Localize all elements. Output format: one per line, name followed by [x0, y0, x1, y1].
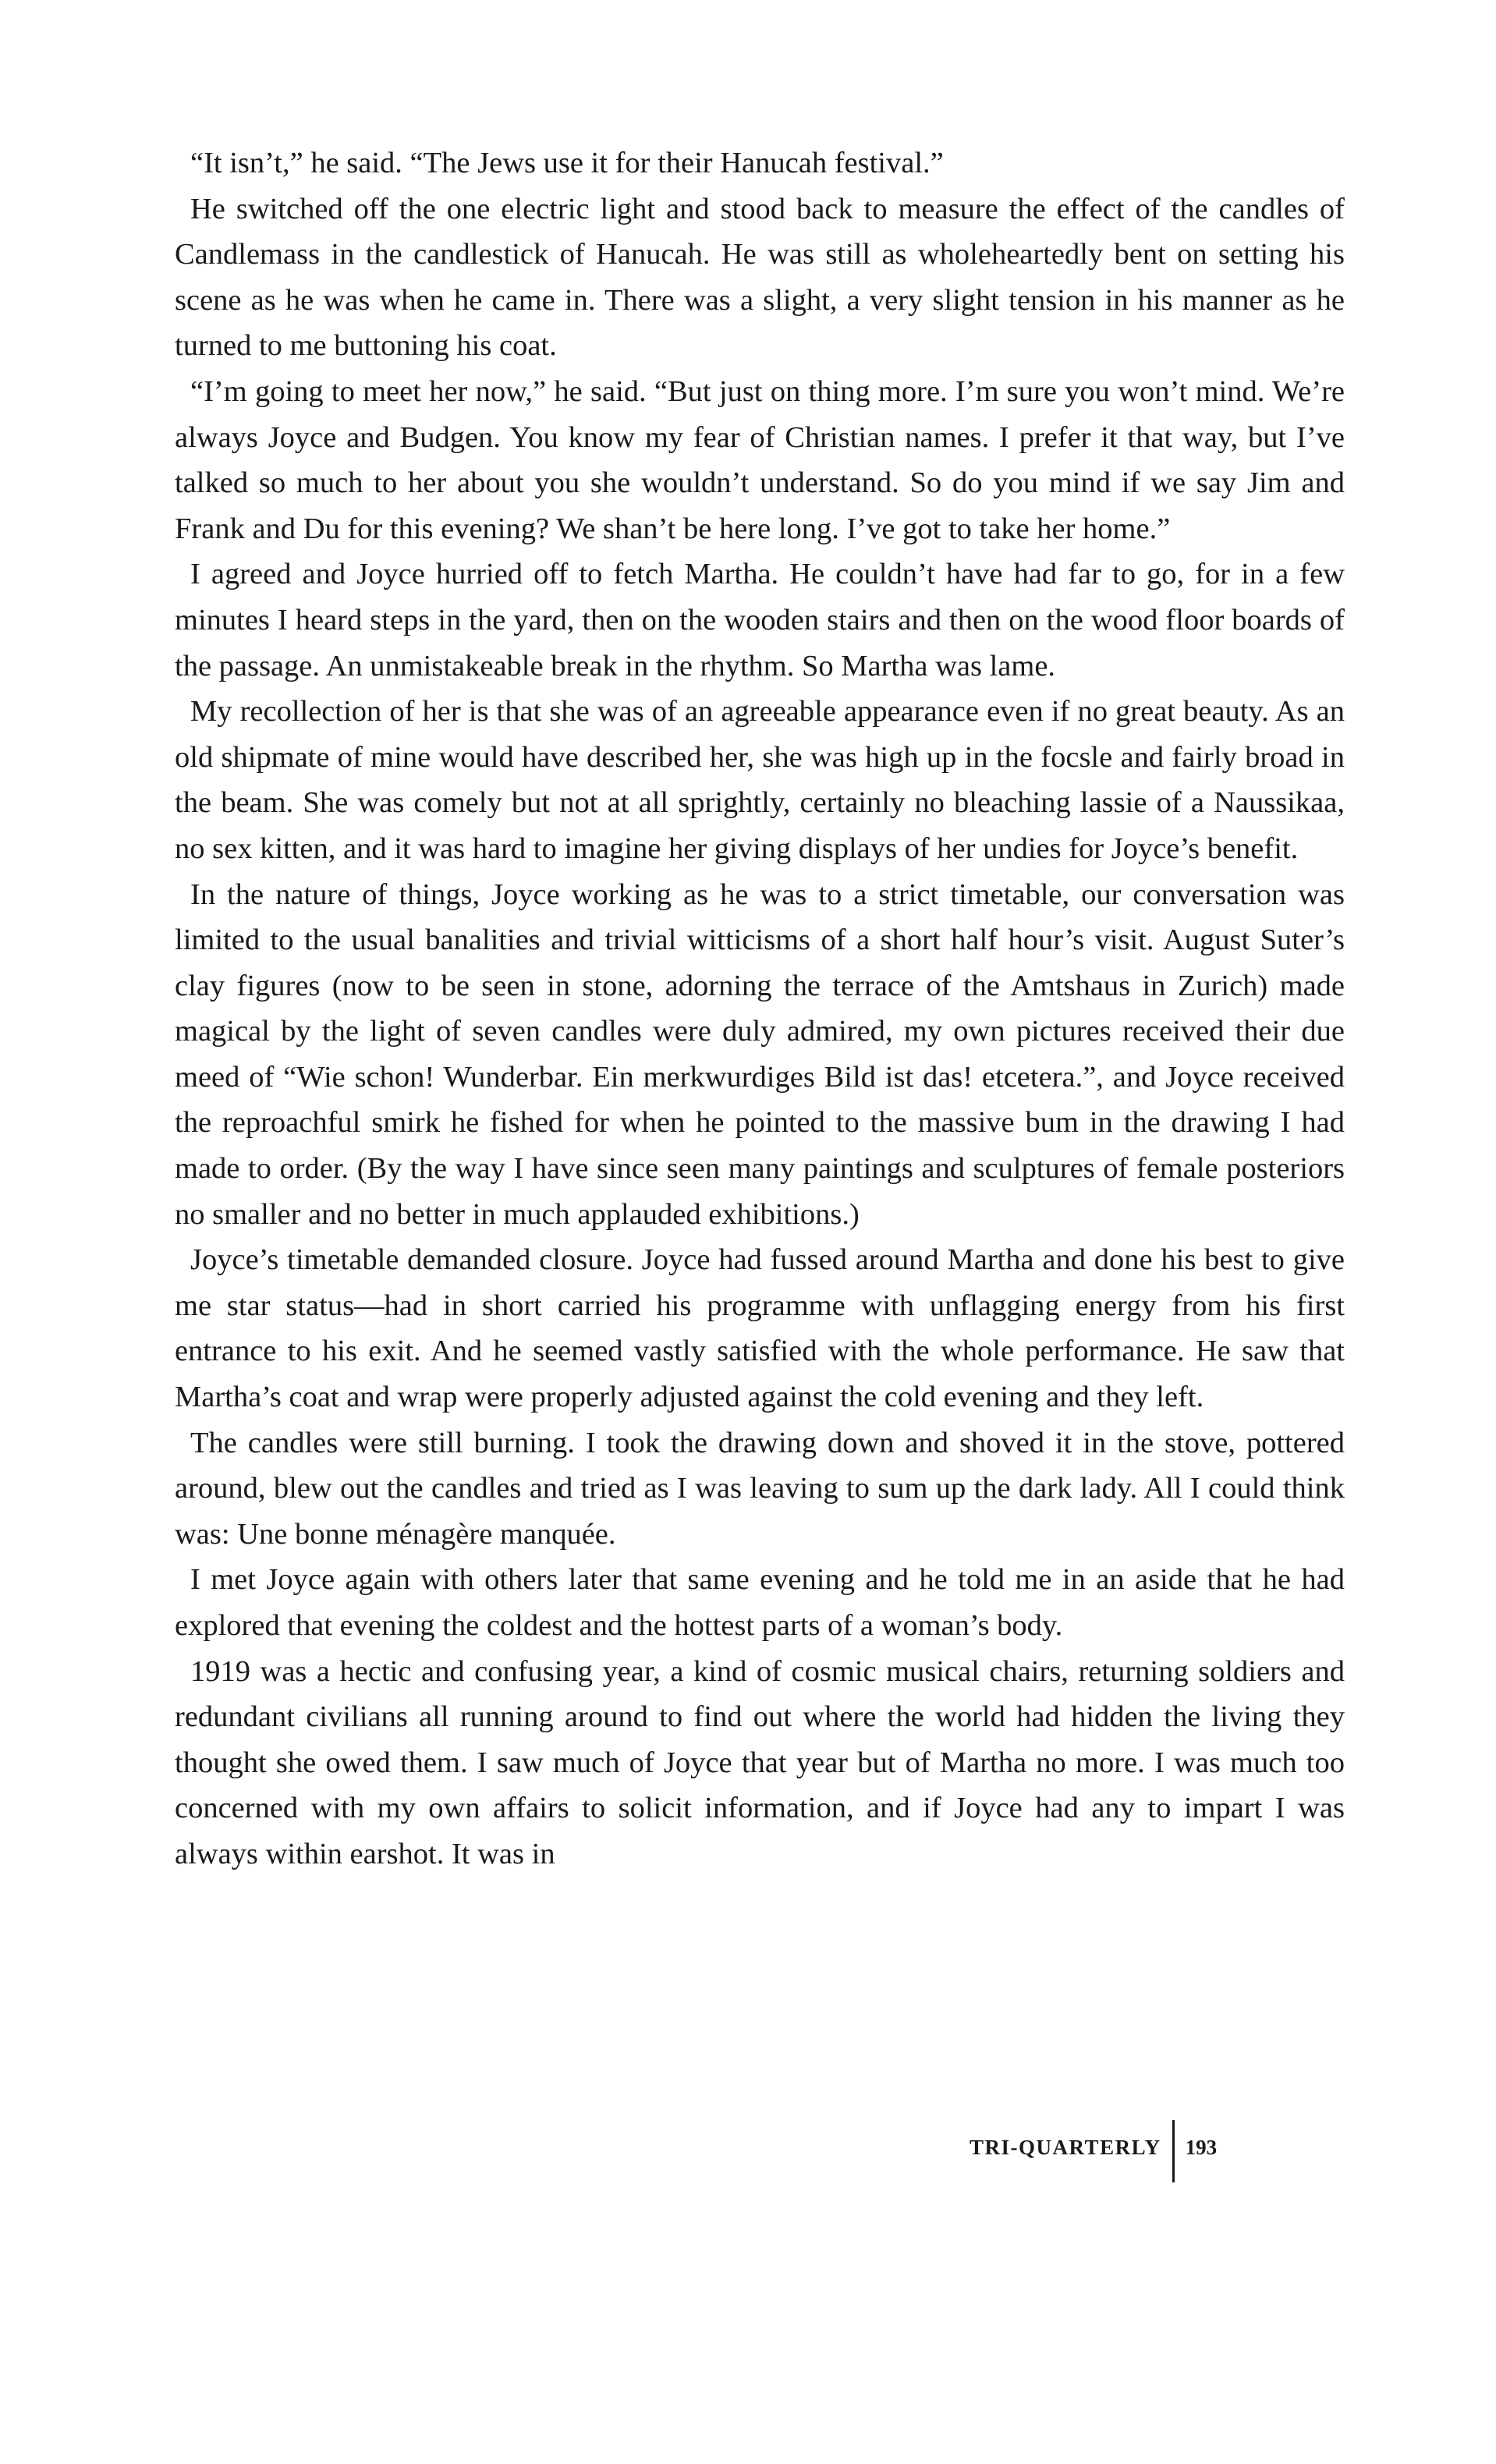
- paragraph-8: The candles were still burning. I took the drawing down and shoved it in the stove, pottered around, blew out the candles and tried as I was leaving to sum up the dark lady. All I could think was: Une bonne ménagère manquée.: [175, 1426, 1345, 1551]
- paragraph-1: “It isn’t,” he said. “The Jews use it for their Hanucah festival.”: [190, 147, 944, 179]
- paragraph-7: Joyce’s timetable demanded closure. Joyce had fussed around Martha and done his best to give me star status—had in short carried his programme with unflagging energy from his first entrance to his exit. And he seemed vastly satisfied with the whole performance. He saw that Martha’s coat and wrap were properly adjusted against the cold evening and they left.: [175, 1243, 1345, 1414]
- paragraph-4: I agreed and Joyce hurried off to fetch Martha. He couldn’t have had far to go, for in a few minutes I heard steps in the yard, then on the wooden stairs and then on the wood floor boards of the passage. An unmistakeable break in the rhythm. So Martha was lame.: [175, 558, 1345, 682]
- paragraph-3: “I’m going to meet her now,” he said. “But just on thing more. I’m sure you won’t mind. We’re always Joyce and Budgen. You know my fear of Christian names. I prefer it that way, but I’ve talked so much to her about you she wouldn’t understand. So do you mind if we say Jim and Frank and Du for this evening? We shan’t be here long. I’ve got to take her home.”: [175, 374, 1345, 545]
- page-body: [175, 140, 1345, 1877]
- paragraph-10: 1919 was a hectic and confusing year, a kind of cosmic musical chairs, returning soldiers and redundant civilians all running around to find out where the world had hidden the living they thought she owed them. I saw much of Joyce that year but of Martha no more. I was much too concerned with my own affairs to solicit information, and if Joyce had any to impart I was always within earshot. It was in: [175, 1654, 1345, 1870]
- paragraph-2: He switched off the one electric light and stood back to measure the effect of the candles of Candlemass in the candlestick of Hanucah. He was still as wholeheartedly bent on setting his scene as he was when he came in. There was a slight, a very slight tension in his manner as he turned to me buttoning his coat.: [175, 192, 1345, 363]
- journal-name: TRI-QUARTERLY: [970, 2136, 1161, 2159]
- page-number: 193: [1185, 2136, 1218, 2159]
- paragraph-6: In the nature of things, Joyce working as he was to a strict timetable, our conversation was limited to the usual banalities and trivial witticisms of a short half hour’s visit. August Suter’s clay figures (now to be seen in stone, adorning the terrace of the Amtshaus in Zurich) made magical by the light of seven candles were duly admired, my own pictures received their due meed of “Wie schon! Wunderbar. Ein merkwurdiges Bild ist das! etcetera.”, and Joyce received the reproachful smirk he fished for when he pointed to the massive bum in the drawing I had made to order. (By the way I have since seen many paintings and sculptures of female posteriors no smaller and no better in much applauded exhibitions.): [175, 877, 1345, 1231]
- paragraph-5: My recollection of her is that she was of an agreeable appearance even if no great beauty. As an old shipmate of mine would have described her, she was high up in the focsle and fairly broad in the beam. She was comely but not at all sprightly, certainly no bleaching lassie of a Naussikaa, no sex kitten, and it was hard to imagine her giving displays of her undies for Joyce’s benefit.: [175, 695, 1345, 865]
- paragraph-9: I met Joyce again with others later that same evening and he told me in an aside that he had explored that evening the coldest and the hottest parts of a woman’s body.: [175, 1563, 1345, 1642]
- page-footer: [970, 2120, 1217, 2182]
